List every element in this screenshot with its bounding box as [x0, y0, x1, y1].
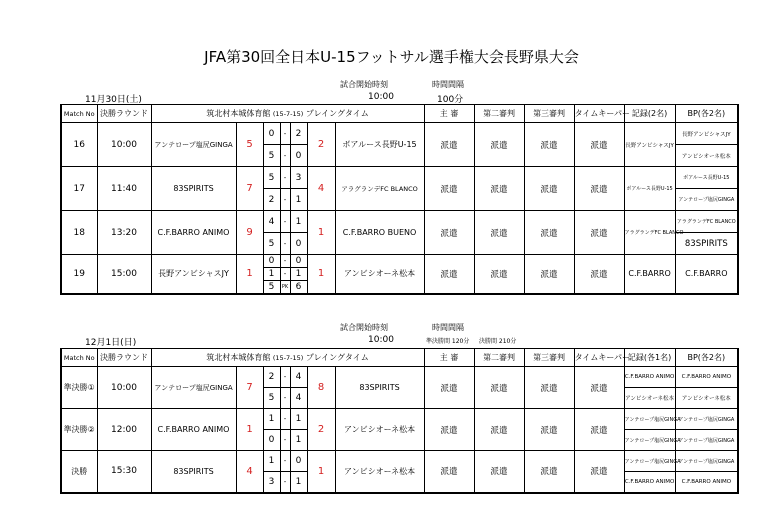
col-referee3: 第三審判 [524, 105, 574, 123]
table-row [61, 167, 738, 189]
match-no: 17 [61, 167, 97, 211]
away-score: 1 [307, 255, 335, 294]
home-score: 4 [236, 451, 263, 493]
away-score: 2 [307, 409, 335, 451]
record-cell: C.F.BARRO ANIMO [624, 367, 675, 388]
referee2-cell: 派遣 [474, 123, 524, 167]
home-score: 7 [236, 367, 263, 409]
record-cell: アンテロープ塩尻GINGA [624, 430, 675, 451]
col-match-no: Match No [61, 105, 97, 123]
col-round: 決勝ラウンド [97, 105, 151, 123]
home-half2: 1 [263, 268, 280, 281]
day1-date: 11月30日(土) [85, 95, 142, 105]
referee1-cell: 派遣 [424, 167, 474, 211]
home-half1: 4 [263, 211, 280, 233]
pk-label: PK [280, 281, 290, 294]
away-score: 8 [307, 367, 335, 409]
away-team: アラグランデFC BLANCO [335, 167, 424, 211]
bp-cell: アンビシオーネ松本 [675, 145, 738, 167]
referee2-cell: 派遣 [474, 409, 524, 451]
timekeeper-cell: 派遣 [574, 255, 624, 294]
day2-schedule-table [60, 348, 739, 494]
home-team: 長野アンビシャスJY [151, 255, 236, 294]
home-team: C.F.BARRO ANIMO [151, 409, 236, 451]
venue-name: 筑北村本城体育館 [206, 353, 271, 362]
home-half1: 0 [263, 123, 280, 145]
away-half1: 1 [290, 211, 307, 233]
start-time-label: 試合開始時刻 [340, 323, 388, 332]
time-rule: (15-7-15) [272, 354, 304, 362]
away-team: ボアルース長野U-15 [335, 123, 424, 167]
record-cell: 長野アンビシャスJY [624, 123, 675, 167]
referee1-cell: 派遣 [424, 255, 474, 294]
referee3-cell: 派遣 [524, 123, 574, 167]
col-referee1: 主 審 [424, 349, 474, 367]
score-dash: - [280, 388, 290, 409]
timekeeper-cell: 派遣 [574, 367, 624, 409]
timekeeper-cell: 派遣 [574, 451, 624, 493]
away-half2: 1 [290, 430, 307, 451]
home-score: 9 [236, 211, 263, 255]
referee2-cell: 派遣 [474, 255, 524, 294]
timekeeper-cell: 派遣 [574, 167, 624, 211]
away-score: 2 [307, 123, 335, 167]
referee3-cell: 派遣 [524, 409, 574, 451]
bp-cell: 長野アンビシャスJY [675, 123, 738, 145]
home-half2: 5 [263, 233, 280, 255]
referee1-cell: 派遣 [424, 123, 474, 167]
bp-cell: 83SPIRITS [675, 233, 738, 255]
kickoff-time: 10:00 [97, 367, 151, 409]
table-row [61, 409, 738, 430]
kickoff-time: 15:30 [97, 451, 151, 493]
away-half1: 4 [290, 367, 307, 388]
referee3-cell: 派遣 [524, 451, 574, 493]
col-referee3: 第三審判 [524, 349, 574, 367]
referee1-cell: 派遣 [424, 451, 474, 493]
home-half1: 1 [263, 451, 280, 472]
table-row [61, 123, 738, 145]
away-team: アンビシオーネ松本 [335, 255, 424, 294]
home-score: 1 [236, 255, 263, 294]
col-match-no: Match No [61, 349, 97, 367]
away-half1: 1 [290, 409, 307, 430]
record-cell: アンビシオーネ松本 [624, 388, 675, 409]
day2-interval-final: 決勝間 210分 [479, 338, 517, 345]
record-cell: C.F.BARRO [624, 255, 675, 294]
home-half2: 0 [263, 430, 280, 451]
bp-cell: アンテロープ塩尻GINGA [675, 189, 738, 211]
bp-cell: アンテロープ塩尻GINGA [675, 451, 738, 472]
referee2-cell: 派遣 [474, 367, 524, 409]
away-score: 1 [307, 451, 335, 493]
time-rule: (15-7-15) [272, 110, 304, 118]
home-team: 83SPIRITS [151, 167, 236, 211]
col-referee1: 主 審 [424, 105, 474, 123]
timekeeper-cell: 派遣 [574, 123, 624, 167]
referee3-cell: 派遣 [524, 211, 574, 255]
away-team: アンビシオーネ松本 [335, 409, 424, 451]
score-dash: - [280, 367, 290, 388]
match-no: 19 [61, 255, 97, 294]
referee2-cell: 派遣 [474, 451, 524, 493]
score-dash: - [280, 430, 290, 451]
home-half2: 2 [263, 189, 280, 211]
away-half1: 3 [290, 167, 307, 189]
away-half2: 4 [290, 388, 307, 409]
referee2-cell: 派遣 [474, 167, 524, 211]
table-row [61, 367, 738, 388]
col-venue [151, 349, 424, 367]
away-score: 4 [307, 167, 335, 211]
referee3-cell: 派遣 [524, 167, 574, 211]
col-timekeeper: タイムキーパー [574, 349, 624, 367]
home-team: C.F.BARRO ANIMO [151, 211, 236, 255]
home-half2: 5 [263, 388, 280, 409]
score-dash: - [280, 268, 290, 281]
away-team: アンビシオーネ松本 [335, 451, 424, 493]
referee1-cell: 派遣 [424, 409, 474, 451]
score-dash: - [280, 255, 290, 268]
away-half2: 1 [290, 189, 307, 211]
day2-interval-semi: 準決勝間 120分 [426, 338, 470, 345]
score-dash: - [280, 145, 290, 167]
table-row [61, 211, 738, 233]
start-time-label: 試合開始時刻 [340, 80, 388, 89]
kickoff-time: 13:20 [97, 211, 151, 255]
match-no: 18 [61, 211, 97, 255]
record-cell: C.F.BARRO ANIMO [624, 472, 675, 493]
home-pk: 5 [263, 281, 280, 294]
home-half1: 2 [263, 367, 280, 388]
score-dash: - [280, 123, 290, 145]
away-half2: 0 [290, 145, 307, 167]
score-dash: - [280, 211, 290, 233]
home-score: 5 [236, 123, 263, 167]
away-score: 1 [307, 211, 335, 255]
page-title: JFA第30回全日本U-15フットサル選手権大会長野県大会 [204, 48, 579, 66]
match-no: 準決勝② [61, 409, 97, 451]
record-cell: アラグランデFC BLANCO [624, 211, 675, 255]
home-half1: 1 [263, 409, 280, 430]
score-dash: - [280, 451, 290, 472]
playing-time-label: プレイングタイム [305, 353, 369, 362]
bp-cell: C.F.BARRO ANIMO [675, 472, 738, 493]
playing-time-label: プレイングタイム [305, 109, 369, 118]
timekeeper-cell: 派遣 [574, 409, 624, 451]
score-dash: - [280, 409, 290, 430]
bp-cell: C.F.BARRO ANIMO [675, 367, 738, 388]
table-row [61, 451, 738, 472]
col-bp: BP(各2名) [675, 349, 738, 367]
away-half1: 2 [290, 123, 307, 145]
interval-label: 時間間隔 [432, 80, 464, 89]
col-bp: BP(各2名) [675, 105, 738, 123]
timekeeper-cell: 派遣 [574, 211, 624, 255]
away-half2: 1 [290, 472, 307, 493]
table-row [61, 255, 738, 268]
col-timekeeper: タイムキーパー [574, 105, 624, 123]
col-referee2: 第二審判 [474, 105, 524, 123]
col-record: 記録(各1名) [624, 349, 675, 367]
away-pk: 6 [290, 281, 307, 294]
home-score: 1 [236, 409, 263, 451]
away-team: 83SPIRITS [335, 367, 424, 409]
home-team: アンテロープ塩尻GINGA [151, 123, 236, 167]
day1-interval: 100分 [437, 95, 464, 105]
bp-cell: アンビシオーネ松本 [675, 388, 738, 409]
bp-cell: アラグランデFC BLANCO [675, 211, 738, 233]
referee3-cell: 派遣 [524, 255, 574, 294]
bp-cell: アンテロープ塩尻GINGA [675, 409, 738, 430]
day2-start-time: 10:00 [368, 335, 394, 345]
referee1-cell: 派遣 [424, 367, 474, 409]
home-half1: 0 [263, 255, 280, 268]
referee3-cell: 派遣 [524, 367, 574, 409]
match-no: 準決勝① [61, 367, 97, 409]
home-team: 83SPIRITS [151, 451, 236, 493]
day2-date: 12月1日(日) [85, 338, 137, 348]
bp-cell: C.F.BARRO [675, 255, 738, 294]
bp-cell: アンテロープ塩尻GINGA [675, 430, 738, 451]
kickoff-time: 12:00 [97, 409, 151, 451]
home-half2: 3 [263, 472, 280, 493]
home-half1: 5 [263, 167, 280, 189]
match-no: 決勝 [61, 451, 97, 493]
kickoff-time: 11:40 [97, 167, 151, 211]
home-team: アンテロープ塩尻GINGA [151, 367, 236, 409]
venue-name: 筑北村本城体育館 [206, 109, 271, 118]
score-dash: - [280, 472, 290, 493]
home-score: 7 [236, 167, 263, 211]
referee1-cell: 派遣 [424, 211, 474, 255]
score-dash: - [280, 189, 290, 211]
away-half1: 0 [290, 451, 307, 472]
col-round: 決勝ラウンド [97, 349, 151, 367]
day1-start-time: 10:00 [368, 92, 394, 102]
away-team: C.F.BARRO BUENO [335, 211, 424, 255]
referee2-cell: 派遣 [474, 211, 524, 255]
record-cell: アンテロープ塩尻GINGA [624, 451, 675, 472]
day1-schedule-table [60, 104, 739, 295]
match-no: 16 [61, 123, 97, 167]
away-half2: 1 [290, 268, 307, 281]
col-referee2: 第二審判 [474, 349, 524, 367]
score-dash: - [280, 233, 290, 255]
away-half1: 0 [290, 255, 307, 268]
home-half2: 5 [263, 145, 280, 167]
record-cell: ボアルース長野U-15 [624, 167, 675, 211]
score-dash: - [280, 167, 290, 189]
away-half2: 0 [290, 233, 307, 255]
record-cell: アンテロープ塩尻GINGA [624, 409, 675, 430]
col-record: 記録(2名) [624, 105, 675, 123]
kickoff-time: 15:00 [97, 255, 151, 294]
kickoff-time: 10:00 [97, 123, 151, 167]
bp-cell: ボアルース長野U-15 [675, 167, 738, 189]
interval-label: 時間間隔 [432, 323, 464, 332]
col-venue [151, 105, 424, 123]
